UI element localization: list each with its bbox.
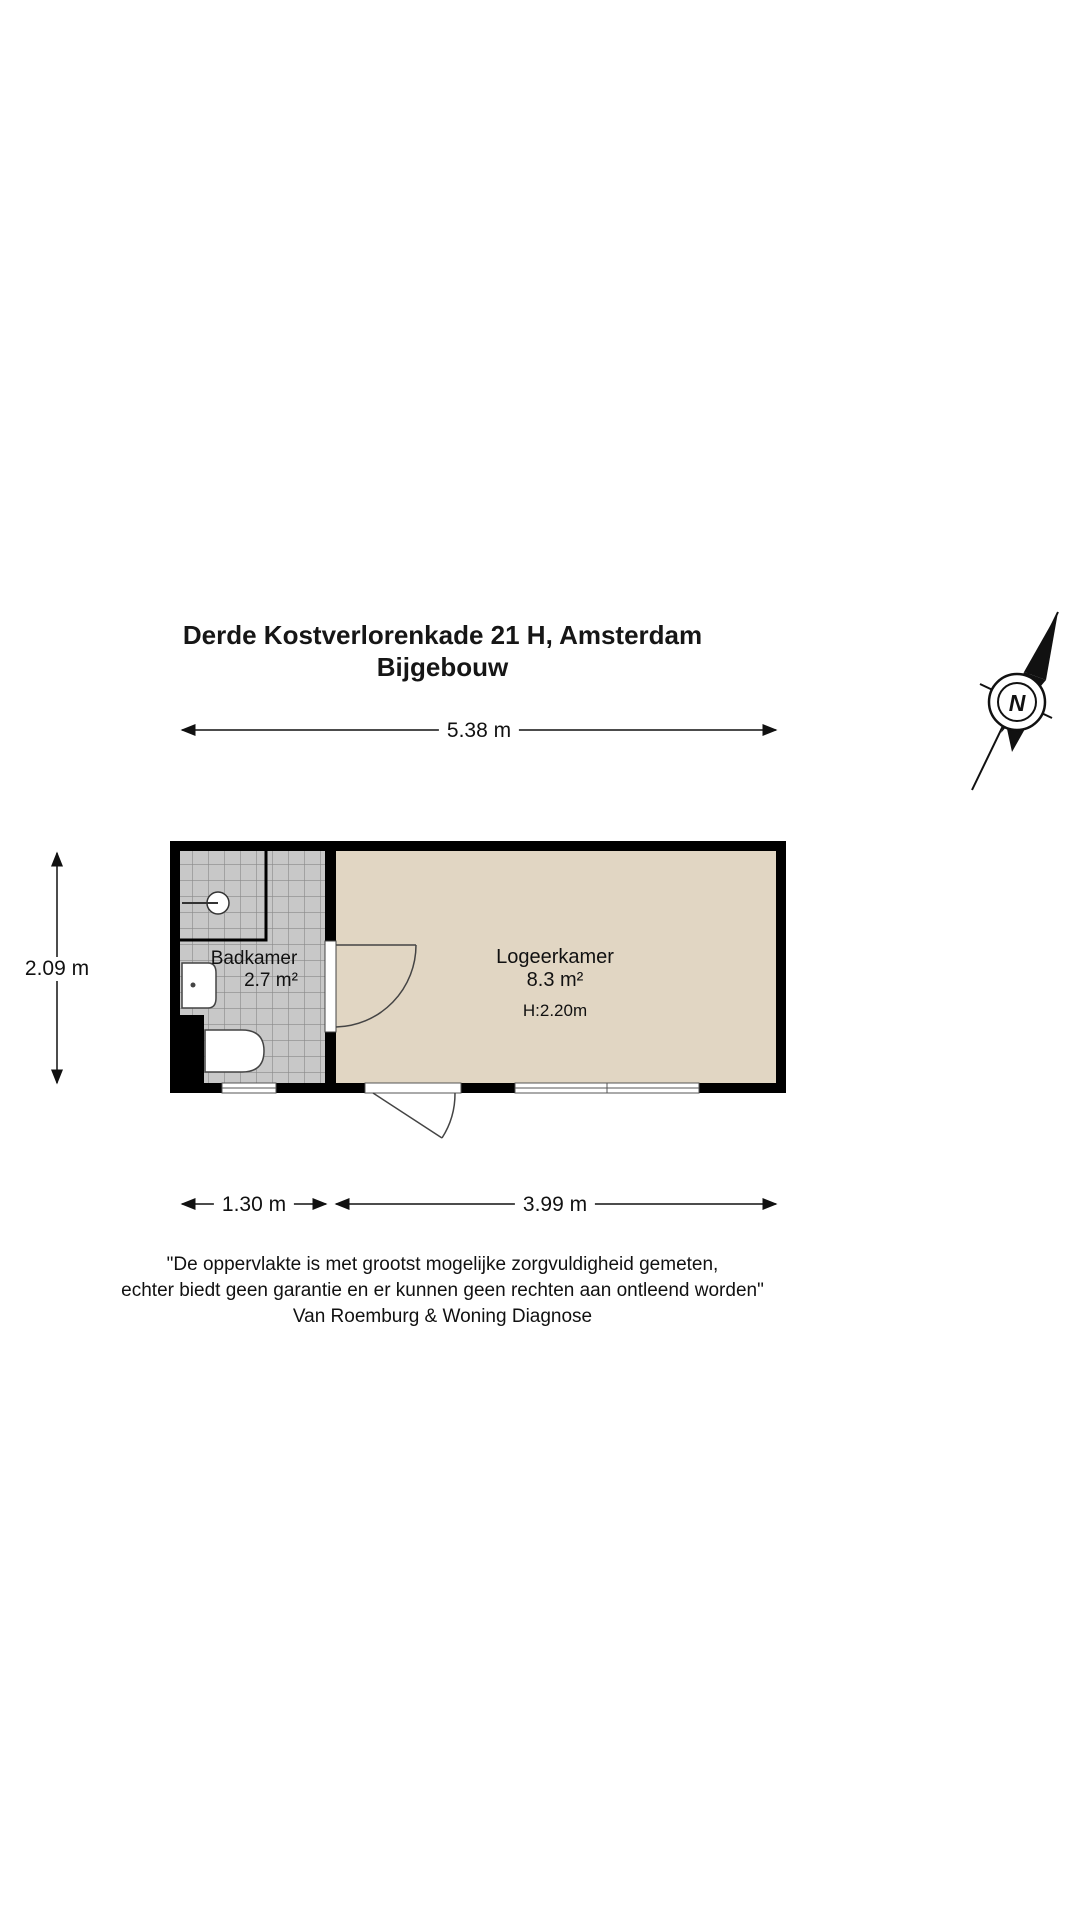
bathroom-cabinet bbox=[180, 1015, 204, 1083]
address-title: Derde Kostverlorenkade 21 H, Amsterdam bbox=[182, 620, 703, 650]
guestroom-name: Logeerkamer bbox=[496, 946, 614, 968]
floor-title: Bijgebouw bbox=[376, 652, 509, 682]
bathroom-door-opening bbox=[325, 941, 336, 1032]
entrance-door bbox=[365, 1083, 461, 1138]
bathroom-width-label: 1.30 m bbox=[214, 1193, 294, 1217]
window-guestroom-2 bbox=[607, 1083, 699, 1093]
disclaimer-line-2: echter biedt geen garantie en er kunnen geen rechten aan ontleend worden" bbox=[121, 1280, 764, 1301]
guestroom-area: 8.3 m² bbox=[526, 969, 584, 991]
bathroom-area: 2.7 m² bbox=[244, 970, 298, 991]
depth-label: 2.09 m bbox=[24, 957, 90, 980]
sink-icon bbox=[182, 963, 216, 1008]
disclaimer-line-1: "De oppervlakte is met grootst mogelijke zorgvuldigheid gemeten, bbox=[166, 1254, 719, 1275]
window-guestroom-1 bbox=[515, 1083, 607, 1093]
guestroom-width-label: 3.99 m bbox=[515, 1193, 595, 1217]
total-width-label: 5.38 m bbox=[439, 719, 519, 743]
toilet-icon bbox=[205, 1030, 264, 1072]
window-bathroom bbox=[222, 1083, 276, 1093]
sink-drain-icon bbox=[191, 983, 196, 988]
compass-north-icon bbox=[972, 612, 1058, 790]
guestroom-height: H:2.20m bbox=[522, 1001, 588, 1020]
compass-label: N bbox=[1008, 690, 1026, 716]
disclaimer-line-3: Van Roemburg & Woning Diagnose bbox=[292, 1306, 593, 1327]
bathroom-name: Badkamer bbox=[210, 948, 298, 969]
